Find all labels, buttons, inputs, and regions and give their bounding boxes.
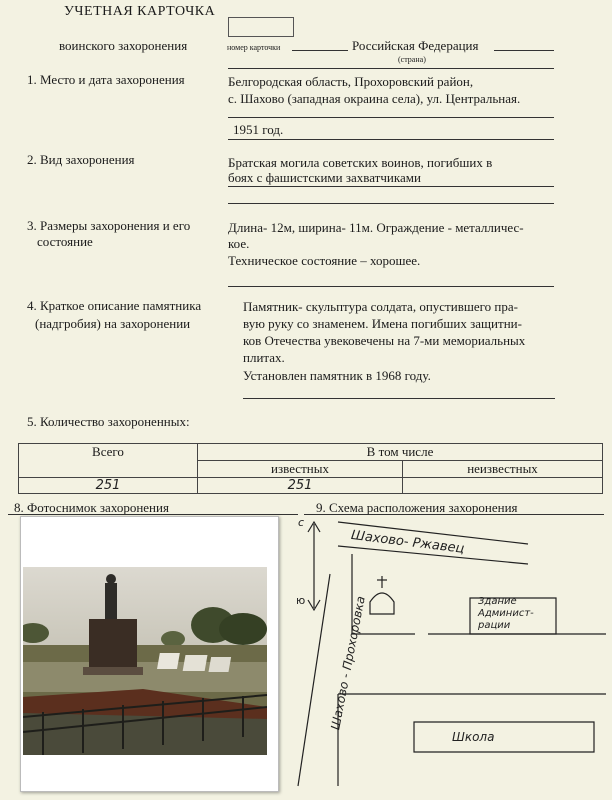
section-3-line: кое.: [228, 236, 250, 251]
memorial-photo: [20, 516, 279, 792]
section-4-line: Памятник- скульптура солдата, опустившего пра-: [243, 299, 518, 314]
section-1-line: с. Шахово (западная окраина села), ул. Центральная.: [228, 91, 521, 106]
road-top-label: Шахово- Ржавец: [350, 528, 466, 557]
grave-symbol: [370, 593, 394, 614]
count-known-header: известных: [198, 461, 403, 478]
section-1-line-mid: [228, 117, 554, 118]
road-side-label: Шахово - Прохоровка: [328, 594, 368, 732]
section-2-line-b: [228, 203, 554, 204]
card-number-box: [228, 17, 294, 37]
count-unknown-header: неизвестных: [403, 461, 603, 478]
section-1-label: 1. Место и дата захоронения: [27, 72, 185, 87]
admin-building-line: Здание: [478, 596, 517, 607]
school-building: [414, 722, 594, 752]
memorial-photo-image: [23, 567, 267, 755]
country-value: Российская Федерация: [352, 38, 479, 53]
count-table: [18, 443, 603, 494]
section-3-line: Техническое состояние – хорошее.: [228, 253, 421, 268]
section-4-line-a: [243, 398, 555, 399]
admin-building-label: [478, 596, 534, 632]
section-2-line: боях с фашистскими захватчиками: [228, 170, 421, 185]
section-1-line: Белгородская область, Прохоровский район,: [228, 74, 474, 89]
scheme-drawing: [290, 516, 610, 796]
section-3-label: 3. Размеры захоронения и его: [27, 218, 191, 233]
photo-label: 8. Фотоснимок захоронения: [14, 500, 169, 515]
section-2-line: Братская могила советских воинов, погибших в: [228, 155, 493, 170]
section-1-line-top: [228, 68, 554, 69]
card-subtitle: воинского захоронения: [59, 38, 188, 53]
card-number-label: номер карточки: [227, 43, 281, 52]
scheme-label: 9. Схема расположения захоронения: [316, 500, 518, 515]
section-3-label: состояние: [37, 234, 93, 249]
admin-building-line: рации: [478, 620, 511, 631]
card-number-line: [292, 50, 348, 51]
count-total-value: 251: [19, 478, 198, 494]
section-3-line: Длина- 12м, ширина- 11м. Ограждение - металличес-: [228, 220, 524, 235]
section-1-date: 1951 год.: [233, 122, 284, 137]
scheme-underline: [304, 514, 604, 515]
section-4-line: Установлен памятник в 1968 году.: [243, 368, 431, 383]
section-1-line-bottom: [228, 139, 554, 140]
count-known-value: 251: [198, 478, 403, 494]
section-4-label: 4. Краткое описание памятника: [27, 298, 202, 313]
count-incl-header: В том числе: [198, 444, 603, 461]
school-label: Школа: [452, 730, 495, 744]
section-4-line: вую руку со знаменем. Имена погибших защитни-: [243, 316, 522, 331]
section-2-label: 2. Вид захоронения: [27, 152, 135, 167]
count-unknown-value: [403, 478, 603, 494]
country-caption: (страна): [398, 55, 426, 64]
section-4-label: (надгробия) на захоронении: [35, 316, 191, 331]
south-label: ю: [296, 594, 306, 607]
section-3-line-a: [228, 286, 554, 287]
count-label: 5. Количество захороненных:: [27, 414, 190, 429]
country-line: [494, 50, 554, 51]
north-label: с: [298, 516, 305, 529]
section-2-line-a: [228, 186, 554, 187]
card-title: УЧЕТНАЯ КАРТОЧКА: [64, 4, 216, 19]
section-4-line: плитах.: [243, 350, 285, 365]
photo-underline: [8, 514, 298, 515]
count-total-header: Всего: [19, 444, 198, 478]
section-4-line: ков Отечества увековечены на 7-ми мемориальных: [243, 333, 526, 348]
admin-building-line: Админист-: [478, 608, 534, 619]
